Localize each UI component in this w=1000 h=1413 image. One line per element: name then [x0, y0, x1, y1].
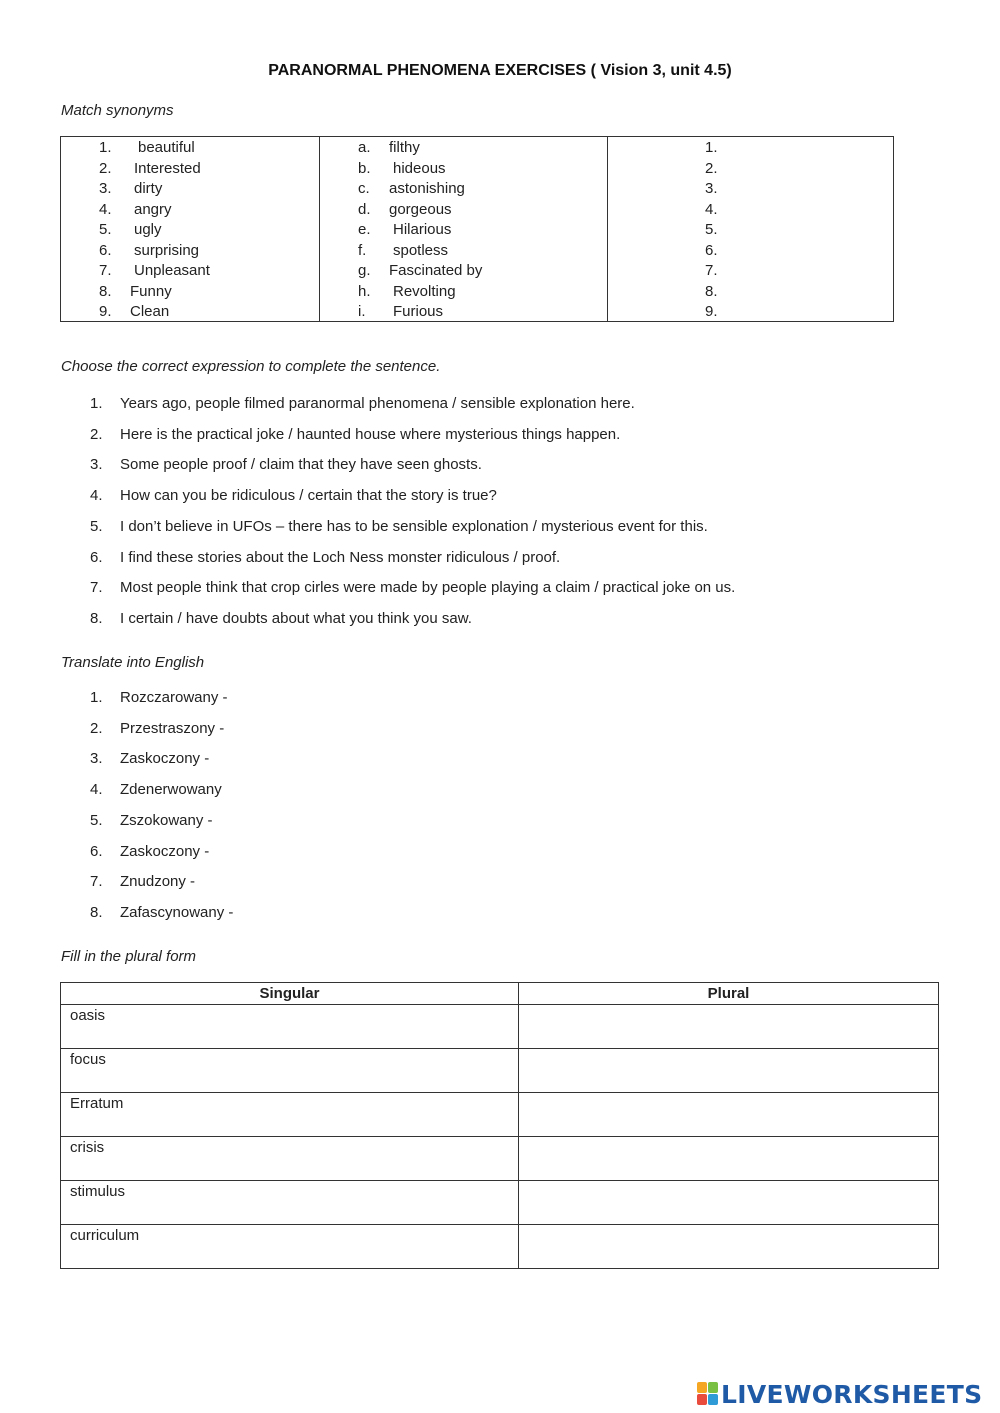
synonym-word-row — [61, 241, 319, 261]
singular-word-cell: focus — [61, 1049, 519, 1093]
list-item-text[interactable]: Zdenerwowany — [120, 781, 222, 799]
synonym-word-number: 8. — [99, 282, 112, 300]
list-item-text[interactable]: Znudzony - — [120, 873, 196, 891]
synonym-word-number: 6. — [99, 241, 112, 259]
list-item-number: 5. — [90, 811, 103, 829]
list-item-number: 7. — [90, 873, 103, 891]
synonym-option-row — [319, 241, 607, 261]
liveworksheets-logo-text: LIVEWORKSHEETS — [721, 1379, 983, 1409]
synonym-option-row — [319, 282, 607, 302]
synonym-option-letter: a. — [358, 139, 371, 156]
table-row — [61, 1005, 939, 1049]
logo-square — [708, 1382, 718, 1393]
logo-square — [697, 1382, 707, 1393]
list-item-number: 4. — [90, 781, 103, 799]
synonym-word-row — [61, 302, 319, 322]
list-item-text[interactable]: Zaskoczony - — [120, 750, 210, 768]
synonym-option-letter: d. — [358, 200, 371, 218]
list-item-text[interactable]: Most people think that crop cirles were made by people playing a claim / practical joke on us. — [120, 579, 736, 597]
synonym-table — [60, 136, 894, 322]
expression-list — [90, 394, 970, 634]
synonym-option-letter: e. — [358, 221, 371, 238]
singular-word-cell: curriculum — [61, 1225, 519, 1269]
list-item-text[interactable]: Zafascynowany - — [120, 903, 234, 921]
synonym-option: Furious — [393, 303, 444, 320]
sentence-item — [90, 578, 970, 598]
list-item-number: 8. — [90, 903, 103, 921]
synonym-option-row — [319, 200, 607, 220]
singular-word-cell: oasis — [61, 1005, 519, 1049]
synonym-option-letter: g. — [358, 262, 371, 279]
synonym-word-row — [61, 200, 319, 220]
plural-table-header — [61, 983, 939, 1005]
synonym-option-row — [319, 159, 607, 179]
column-header-singular: Singular — [61, 983, 519, 1005]
synonym-word-number: 5. — [99, 221, 112, 238]
synonym-word-number: 7. — [99, 262, 112, 279]
plural-answer-cell[interactable] — [519, 1181, 939, 1225]
list-item-number: 1. — [90, 395, 103, 412]
synonym-option-row — [319, 220, 607, 240]
synonym-option: Revolting — [393, 282, 456, 300]
list-item-text[interactable]: Years ago, people filmed paranormal phenomena / sensible explonation here. — [120, 395, 635, 412]
synonym-word-row — [61, 138, 319, 158]
sentence-item — [90, 548, 970, 568]
translate-item — [90, 872, 490, 892]
synonym-word-row — [61, 282, 319, 302]
list-item-number: 8. — [90, 609, 103, 627]
synonym-option: spotless — [393, 241, 449, 259]
liveworksheets-logo — [697, 1378, 982, 1410]
list-item-text[interactable]: Some people proof / claim that they have seen ghosts. — [120, 456, 482, 474]
list-item-number: 7. — [90, 579, 103, 597]
singular-word-cell: Erratum — [61, 1093, 519, 1137]
synonym-option-row — [319, 138, 607, 158]
translate-item — [90, 842, 490, 862]
sentence-item — [90, 609, 970, 629]
synonym-word-number: 4. — [99, 200, 112, 218]
synonym-option-letter: b. — [358, 159, 371, 177]
translate-item — [90, 688, 490, 708]
list-item-number: 2. — [90, 425, 103, 443]
column-header-plural: Plural — [519, 983, 939, 1005]
list-item-text[interactable]: Przestraszony - — [120, 719, 225, 737]
table-row — [61, 1049, 939, 1093]
synonym-word: angry — [134, 200, 172, 218]
synonym-word: dirty — [134, 180, 163, 197]
synonym-word-row — [61, 261, 319, 281]
synonym-column-options — [319, 137, 608, 321]
singular-word-cell: crisis — [61, 1137, 519, 1181]
table-row — [61, 1137, 939, 1181]
synonym-word: beautiful — [138, 139, 195, 156]
plural-answer-cell[interactable] — [519, 1137, 939, 1181]
synonym-word: Clean — [130, 303, 170, 320]
synonym-option-letter: h. — [358, 282, 371, 300]
section-heading-choose-expression: Choose the correct expression to complete the sentence. — [61, 358, 441, 375]
synonym-word-number: 3. — [99, 180, 112, 197]
list-item-number: 6. — [90, 548, 103, 566]
list-item-number: 5. — [90, 517, 103, 535]
list-item-text[interactable]: Zaskoczony - — [120, 842, 210, 860]
translate-item — [90, 749, 490, 769]
synonym-column-answers — [607, 137, 893, 321]
synonym-option-letter: i. — [358, 303, 366, 320]
synonym-option-letter: c. — [358, 180, 370, 197]
section-heading-match-synonyms: Match synonyms — [61, 102, 174, 119]
translate-item — [90, 719, 490, 739]
synonym-word-number: 1. — [99, 139, 112, 156]
answer-slot[interactable]: 7. — [705, 262, 718, 279]
synonym-word-row — [61, 159, 319, 179]
sentence-item — [90, 486, 970, 506]
page-title: PARANORMAL PHENOMENA EXERCISES ( Vision 3, unit 4.5) — [268, 62, 732, 79]
list-item-number: 3. — [90, 456, 103, 474]
list-item-text[interactable]: Here is the practical joke / haunted house where mysterious things happen. — [120, 425, 621, 443]
answer-slot[interactable]: 8. — [705, 282, 718, 300]
synonym-word: ugly — [134, 221, 162, 238]
synonym-word-row — [61, 220, 319, 240]
table-row — [61, 1225, 939, 1269]
list-item-text[interactable]: I don’t believe in UFOs – there has to be sensible explonation / mysterious event for this. — [120, 517, 708, 535]
synonym-word: Unpleasant — [134, 262, 210, 279]
answer-slot[interactable]: 1. — [705, 139, 718, 156]
list-item-number: 4. — [90, 487, 103, 505]
answer-slot[interactable]: 5. — [705, 221, 718, 238]
list-item-number: 3. — [90, 750, 103, 768]
logo-square — [708, 1394, 718, 1405]
synonym-option-row — [319, 179, 607, 199]
synonym-option-row — [319, 302, 607, 322]
table-row — [61, 1093, 939, 1137]
translate-list — [90, 688, 490, 928]
table-row — [61, 1181, 939, 1225]
synonym-option-letter: f. — [358, 241, 367, 259]
sentence-item — [90, 425, 970, 445]
synonym-option: filthy — [389, 139, 420, 156]
sentence-item — [90, 455, 970, 475]
answer-slot[interactable]: 6. — [705, 241, 718, 259]
translate-item — [90, 903, 490, 923]
singular-word-cell: stimulus — [61, 1181, 519, 1225]
sentence-item — [90, 394, 970, 414]
synonym-option: astonishing — [389, 180, 465, 197]
synonym-word: Interested — [134, 159, 201, 177]
synonym-option: gorgeous — [389, 200, 452, 218]
synonym-word-number: 2. — [99, 159, 112, 177]
list-item-text[interactable]: How can you be ridiculous / certain that the story is true? — [120, 487, 497, 505]
translate-item — [90, 780, 490, 800]
synonym-option: Hilarious — [393, 221, 452, 238]
list-item-text[interactable]: I find these stories about the Loch Ness monster ridiculous / proof. — [120, 548, 561, 566]
plural-table — [60, 982, 939, 1269]
list-item-number: 1. — [90, 689, 103, 706]
synonym-word: Funny — [130, 282, 172, 300]
plural-answer-cell[interactable] — [519, 1005, 939, 1049]
synonym-option: Fascinated by — [389, 262, 483, 279]
list-item-number: 6. — [90, 842, 103, 860]
list-item-number: 2. — [90, 719, 103, 737]
synonym-word-row — [61, 179, 319, 199]
answer-slot[interactable]: 9. — [705, 303, 718, 320]
logo-square — [697, 1394, 707, 1405]
synonym-word-number: 9. — [99, 303, 112, 320]
answer-slot[interactable]: 2. — [705, 159, 718, 177]
answer-slot[interactable]: 4. — [705, 200, 718, 218]
list-item-text[interactable]: Rozczarowany - — [120, 689, 228, 706]
section-heading-translate: Translate into English — [61, 654, 205, 671]
answer-slot[interactable]: 3. — [705, 180, 718, 197]
list-item-text[interactable]: I certain / have doubts about what you think you saw. — [120, 609, 472, 627]
synonym-option-row — [319, 261, 607, 281]
translate-item — [90, 811, 490, 831]
synonym-option: hideous — [393, 159, 446, 177]
liveworksheets-logo-icon — [697, 1382, 719, 1406]
synonym-column-words — [61, 137, 320, 321]
list-item-text[interactable]: Zszokowany - — [120, 811, 213, 829]
plural-answer-cell[interactable] — [519, 1049, 939, 1093]
plural-answer-cell[interactable] — [519, 1093, 939, 1137]
section-heading-plural: Fill in the plural form — [61, 948, 197, 965]
synonym-word: surprising — [134, 241, 200, 259]
sentence-item — [90, 517, 970, 537]
plural-answer-cell[interactable] — [519, 1225, 939, 1269]
